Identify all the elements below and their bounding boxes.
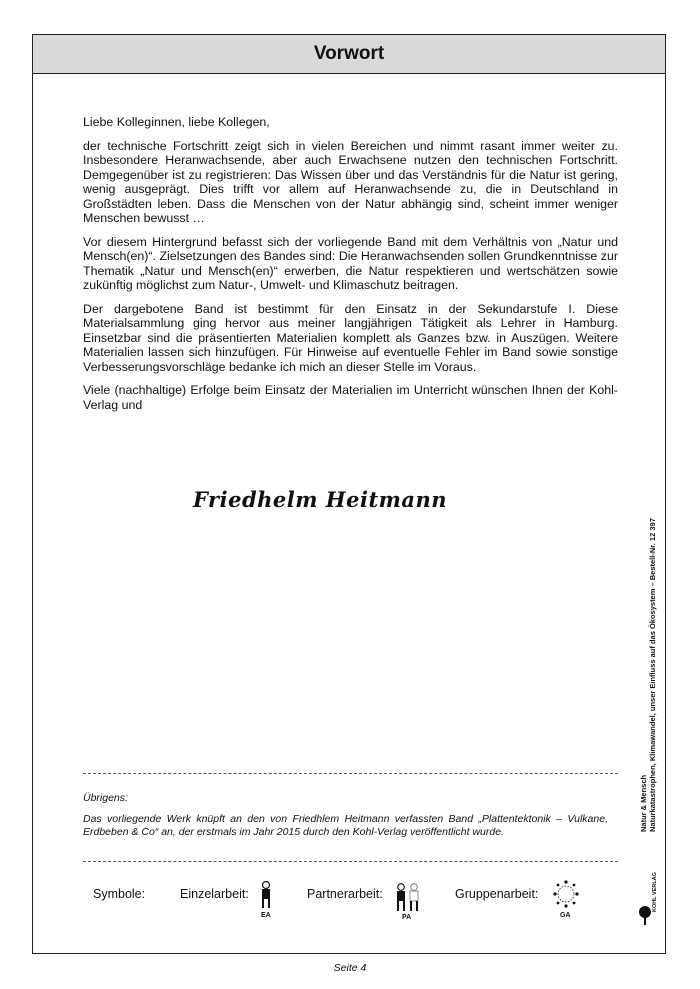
ga-badge: GA (560, 912, 571, 919)
paragraph: der technische Fortschritt zeigt sich in vielen Bereichen und nimmt rasant immer weiter zu. Insbesondere Heranwachsende, aber auch Erwachsene nutzen den technischen Fortschritt. Demgegenüber ist zu registrieren: Das Wissen über und das Verständnis für die Natur ist gering, wenig ausgeprägt. Dies trifft vor allem auf Heranwachsende zu, die in Deutschland in Großstädten leben. Dass die Menschen von der Natur abhängig sind, scheint immer weniger Menschen bewusst … (83, 138, 618, 225)
group-icon (553, 879, 579, 909)
paragraph: Vor diesem Hintergrund befasst sich der vorliegende Band mit dem Verhältnis von „Natur und Mensch(en)“. Zielsetzungen des Bandes sind: Die Heranwachsenden sollen Grundkenntnisse zur Thematik „Natur und Mensch(en)“ erwerben, die Natur respektieren und wertschätzen sowie zukünftig möglichst zum Natur-, Umwelt- und Klimaschutz beitragen. (83, 234, 618, 292)
divider (83, 773, 618, 774)
ea-badge: EA (261, 912, 271, 919)
series-title: Natur & Mensch (639, 774, 648, 832)
book-subtitle: Naturkatastrophen, Klimawandel, unser Einfluss auf das Ökosystem – Bestell-Nr. 12 397 (648, 518, 657, 832)
signature: Friedhelm Heitmann (193, 487, 448, 512)
publisher-name: KOHL VERLAG (652, 872, 658, 912)
paragraph: Viele (nachhaltige) Erfolge beim Einsatz der Materialien im Unterricht wünschen Ihnen der Kohl-Verlag und (83, 383, 618, 412)
ubrigens-label: Übrigens: (83, 792, 128, 804)
publisher-logo (638, 862, 660, 926)
page-frame (32, 34, 666, 954)
gruppenarbeit-label: Gruppenarbeit: (455, 887, 539, 901)
page-number: Seite 4 (333, 962, 367, 974)
symbols-label: Symbole: (93, 887, 146, 901)
sidebar-info (638, 520, 668, 920)
paragraph: Der dargebotene Band ist bestimmt für den Einsatz in der Sekundarstufe I. Diese Materialsammlung ging hervor aus meiner langjährigen Tätigkeit als Lehrer in Hamburg. Einsetzbar sind die präsentierten Materialien komplett als Ganzes bzw. in Auszügen. Weitere Materialien lassen sich hinzufügen. Für Hinweise auf eventuelle Fehler im Band sowie sonstige Verbesserungsvorschläge bedanke ich mich an dieser Stelle im Voraus. (83, 301, 618, 374)
salutation: Liebe Kolleginnen, liebe Kollegen, (83, 115, 270, 129)
page-title: Vorwort (313, 43, 385, 64)
preface-body (83, 115, 618, 421)
tree-icon (638, 904, 652, 926)
einzelarbeit-label: Einzelarbeit: (180, 887, 249, 901)
pa-badge: PA (402, 914, 412, 921)
person-icon (259, 881, 273, 909)
partnerarbeit-label: Partnerarbeit: (307, 887, 383, 901)
pair-icon (395, 882, 421, 912)
divider (83, 861, 618, 862)
page-title-bar (33, 35, 665, 74)
ubrigens-text: Das vorliegende Werk knüpft an den von Friedhlem Heitmann verfassten Band „Plattentektonik – Vulkane, Erdbeben & Co“ an, der erstmals im Jahr 2015 durch den Kohl-Verlag veröffentlicht wurde. (83, 813, 608, 838)
